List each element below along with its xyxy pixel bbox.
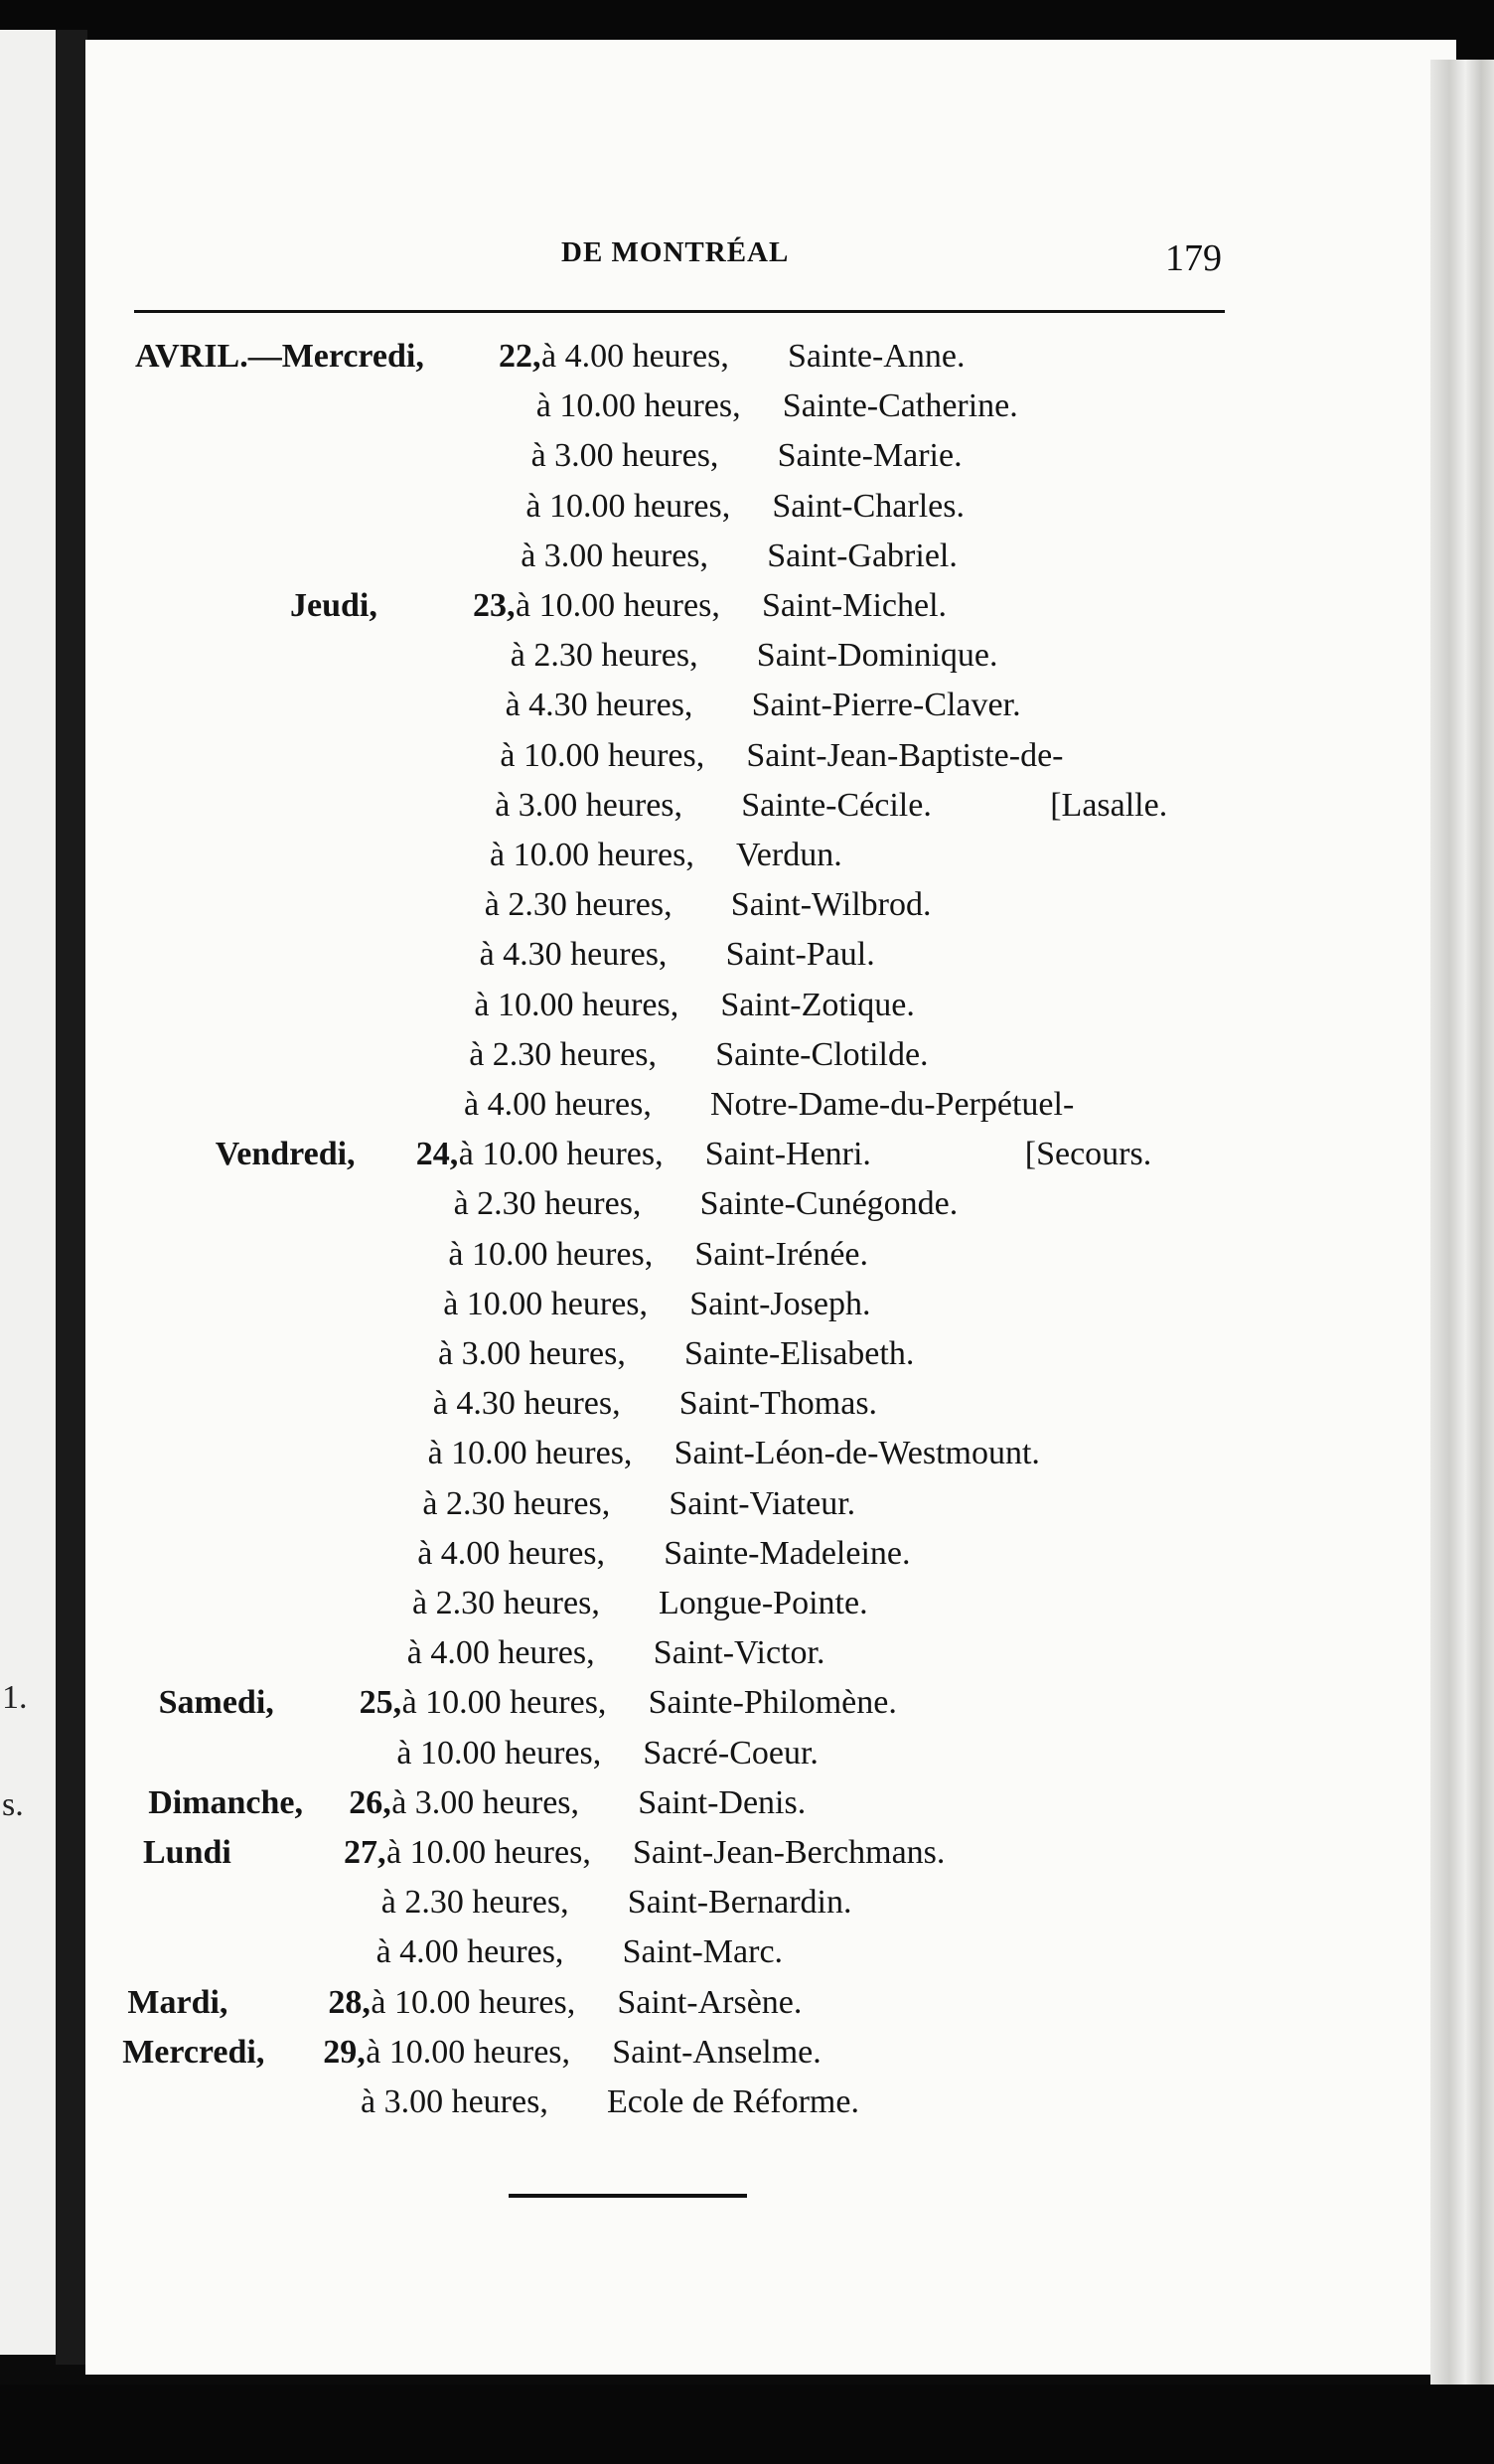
schedule-row (0, 1634, 1494, 1680)
parish-name: Saint-Marc. (622, 1933, 784, 1971)
time-cell: à 4.00 heures, (417, 1534, 606, 1572)
time-cell: à 2.30 heures, (469, 1035, 658, 1073)
schedule-row (0, 886, 1494, 932)
day-number: 22, (499, 338, 541, 375)
day-number: 29, (323, 2033, 366, 2071)
parish-name: Saint-Henri. (704, 1136, 871, 1173)
time-cell: à 2.30 heures, (484, 886, 672, 924)
schedule-row (0, 2083, 1494, 2129)
day-label: Dimanche, (148, 1783, 304, 1821)
parish-name: Saint-Michel. (762, 587, 948, 624)
time-cell: à 4.30 heures, (479, 936, 668, 974)
schedule-row (0, 687, 1494, 732)
schedule-row (0, 587, 1494, 633)
schedule-row (0, 488, 1494, 534)
day-number: 23, (473, 587, 516, 624)
parish-name: Sainte-Anne. (788, 338, 966, 375)
parish-name: Saint-Bernardin. (627, 1884, 852, 1922)
time-cell: à 4.00 heures, (406, 1634, 595, 1672)
parish-name: Saint-Jean-Berchmans. (633, 1834, 946, 1871)
parish-name: Saint-Anselme. (612, 2033, 822, 2071)
time-cell: à 2.30 heures, (422, 1484, 611, 1522)
time-cell: à 3.00 heures, (438, 1335, 626, 1372)
schedule-row (0, 1385, 1494, 1431)
schedule-row (0, 538, 1494, 583)
continuation-note: [Lasalle. (1050, 786, 1168, 824)
day-number: 27, (344, 1834, 386, 1871)
parish-name: Saint-Gabriel. (767, 537, 958, 574)
schedule-row (0, 1236, 1494, 1282)
time-cell: à 10.00 heures, (535, 387, 741, 425)
parish-name: Saint-Viateur. (669, 1484, 856, 1522)
parish-name: Saint-Jean-Baptiste-de- (746, 736, 1064, 774)
parish-name: Verdun. (736, 837, 842, 873)
schedule-row (0, 1984, 1494, 2030)
day-number: 28, (328, 1983, 371, 2021)
parish-name: Saint-Wilbrod. (730, 886, 932, 924)
parish-name: Notre-Dame-du-Perpétuel- (710, 1086, 1075, 1123)
schedule-row (0, 1933, 1494, 1979)
facing-page-fragment: 1. (2, 1679, 28, 1716)
parish-name: Saint-Denis. (638, 1783, 807, 1821)
time-cell: à 4.30 heures, (505, 687, 693, 724)
time-cell: à 3.00 heures, (391, 1783, 580, 1821)
time-cell: à 10.00 heures, (474, 986, 679, 1023)
time-cell: à 3.00 heures, (361, 2083, 548, 2120)
parish-name: Sainte-Marie. (777, 437, 963, 475)
time-cell: à 2.30 heures, (453, 1185, 642, 1223)
time-cell: à 2.30 heures, (380, 1884, 569, 1922)
parish-name: Sainte-Catherine. (782, 387, 1018, 425)
time-cell: à 10.00 heures, (516, 587, 720, 624)
parish-name: Saint-Zotique. (720, 986, 915, 1023)
parish-name: Saint-Victor. (653, 1634, 825, 1672)
parish-name: Sainte-Cunégonde. (699, 1185, 959, 1223)
parish-name: Sainte-Madeleine. (664, 1534, 911, 1572)
parish-name: Saint-Dominique. (756, 637, 998, 675)
time-cell: à 10.00 heures, (500, 736, 705, 774)
schedule-row (0, 1086, 1494, 1132)
schedule-row (0, 1884, 1494, 1929)
end-rule (509, 2194, 747, 2198)
schedule-row (0, 936, 1494, 982)
parish-name: Saint-Pierre-Claver. (751, 687, 1021, 724)
continuation-note: [Secours. (1024, 1136, 1152, 1173)
schedule-row (0, 1684, 1494, 1730)
schedule-row (0, 387, 1494, 433)
page-number: 179 (1165, 237, 1222, 279)
parish-name: Sainte-Clotilde. (715, 1035, 929, 1073)
parish-name: Sacré-Coeur. (643, 1734, 819, 1771)
day-number: 24, (415, 1136, 459, 1173)
parish-name: Saint-Léon-de-Westmount. (673, 1435, 1040, 1472)
time-cell: à 10.00 heures, (525, 487, 731, 525)
time-cell: à 4.00 heures, (375, 1933, 564, 1971)
schedule-row (0, 1036, 1494, 1082)
time-cell: à 10.00 heures, (386, 1834, 591, 1871)
time-cell: à 2.30 heures, (510, 637, 698, 675)
schedule-row (0, 1185, 1494, 1231)
schedule-row (0, 1784, 1494, 1830)
day-label: Mercredi, (122, 2033, 265, 2071)
time-cell: à 10.00 heures, (366, 2033, 571, 2071)
parish-name: Saint-Joseph. (689, 1285, 871, 1322)
parish-name: Saint-Thomas. (678, 1385, 878, 1423)
time-cell: à 10.00 heures, (401, 1684, 607, 1722)
time-cell: à 3.00 heures, (521, 537, 709, 574)
time-cell: à 2.30 heures, (412, 1585, 600, 1621)
schedule-row (0, 1335, 1494, 1381)
time-cell: à 4.30 heures, (432, 1385, 621, 1423)
schedule-row (0, 1485, 1494, 1531)
schedule-row (0, 1834, 1494, 1880)
parish-name: Saint-Arsène. (617, 1983, 803, 2021)
time-cell: à 10.00 heures, (427, 1435, 633, 1472)
schedule-row (0, 987, 1494, 1032)
time-cell: à 4.00 heures, (541, 338, 729, 375)
day-label: Jeudi, (290, 587, 377, 624)
day-label: AVRIL.—Mercredi, (135, 338, 424, 375)
parish-name: Ecole de Réforme. (607, 2083, 859, 2120)
time-cell: à 10.00 heures, (490, 837, 694, 873)
parish-name: Sainte-Philomène. (648, 1684, 897, 1722)
time-cell: à 3.00 heures, (495, 786, 683, 824)
day-number: 25, (359, 1684, 402, 1722)
schedule-row (0, 1535, 1494, 1581)
parish-name: Saint-Irénée. (694, 1235, 869, 1273)
day-label: Vendredi, (215, 1136, 356, 1173)
time-cell: à 3.00 heures, (530, 437, 719, 475)
parish-name: Sainte-Elisabeth. (684, 1335, 915, 1372)
schedule-row (0, 1286, 1494, 1331)
time-cell: à 10.00 heures, (371, 1983, 576, 2021)
parish-name: Saint-Paul. (725, 936, 875, 974)
time-cell: à 10.00 heures, (458, 1136, 664, 1173)
running-head: DE MONTRÉAL (561, 236, 790, 268)
day-label: Samedi, (158, 1684, 274, 1722)
time-cell: à 10.00 heures, (448, 1235, 654, 1273)
parish-name: Saint-Charles. (772, 487, 965, 525)
schedule-row (0, 1435, 1494, 1480)
schedule-row (0, 338, 1494, 384)
parish-name: Sainte-Cécile. (741, 786, 932, 824)
time-cell: à 10.00 heures, (396, 1734, 602, 1771)
schedule-row (0, 787, 1494, 833)
schedule-row (0, 837, 1494, 882)
schedule-row (0, 1136, 1494, 1181)
parish-name: Longue-Pointe. (659, 1585, 868, 1621)
schedule-row (0, 437, 1494, 483)
time-cell: à 4.00 heures, (464, 1086, 652, 1123)
schedule-row (0, 737, 1494, 783)
day-label: Mardi, (127, 1983, 228, 2021)
day-number: 26, (349, 1783, 391, 1821)
time-cell: à 10.00 heures, (443, 1285, 649, 1322)
facing-page-fragment: s. (2, 1786, 24, 1823)
schedule-row (0, 637, 1494, 683)
schedule-row (0, 1585, 1494, 1630)
schedule-row (0, 1735, 1494, 1780)
schedule-row (0, 2034, 1494, 2079)
day-label: Lundi (143, 1834, 231, 1871)
